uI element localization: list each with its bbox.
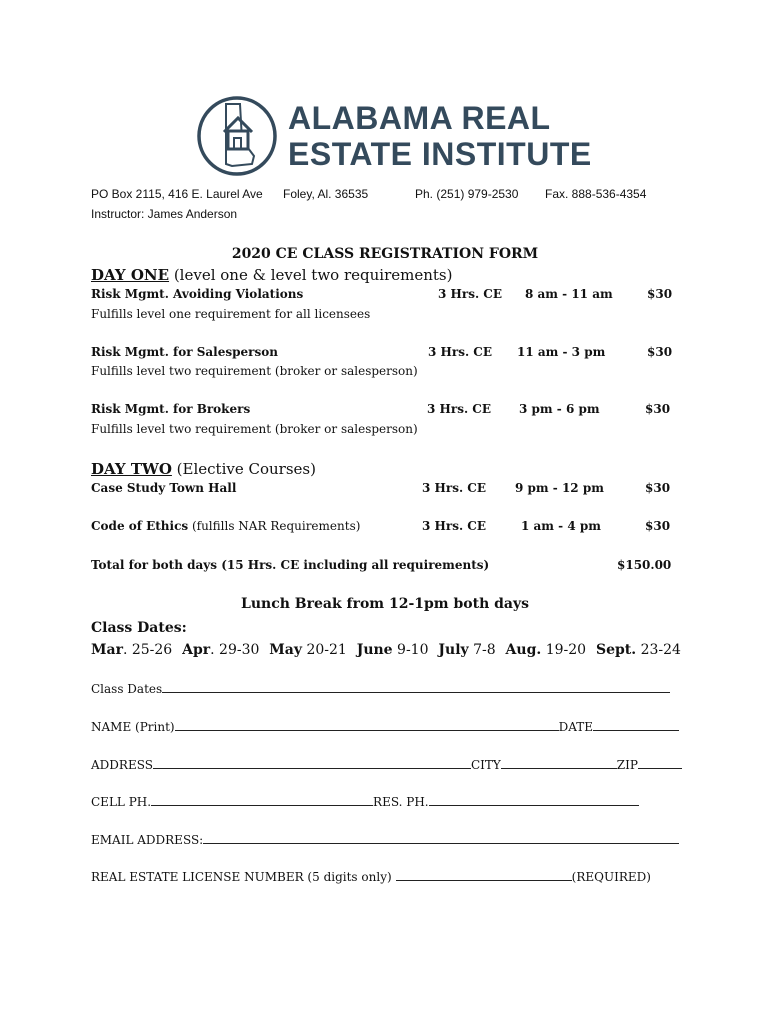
class-hours: 3 Hrs. CE	[428, 345, 492, 359]
date-item	[269, 642, 347, 658]
class-note: Fulfills level two requirement (broker or salesperson)	[91, 364, 418, 378]
class-hours: 3 Hrs. CE	[422, 519, 486, 533]
class-dates-label: Class Dates:	[91, 620, 187, 636]
class-price: $30	[647, 287, 673, 301]
name-field	[91, 720, 679, 734]
total-label: Total for both days (15 Hrs. CE including all requirements)	[91, 558, 490, 572]
zip-field-label: ZIP	[616, 758, 638, 772]
day-two-heading	[91, 460, 316, 478]
class-dates-field	[91, 682, 670, 696]
city-field-label: CITY	[470, 758, 501, 772]
name-input-line[interactable]	[175, 720, 559, 731]
class-hours: 3 Hrs. CE	[422, 481, 486, 495]
email-input-line[interactable]	[203, 833, 679, 844]
date-month: Mar	[91, 642, 123, 658]
date-month: Aug.	[505, 642, 542, 658]
phone-field	[91, 795, 639, 809]
date-item	[506, 642, 587, 658]
class-time: 8 am - 11 am	[525, 287, 613, 301]
class-name: Risk Mgmt. for Salesperson	[91, 345, 278, 359]
contact-phone: Ph. (251) 979-2530	[415, 187, 519, 201]
class-price: $30	[645, 481, 671, 495]
day-two-note: (Elective Courses)	[171, 460, 316, 478]
class-hours: 3 Hrs. CE	[427, 402, 491, 416]
class-name: Risk Mgmt. Avoiding Violations	[91, 287, 304, 301]
cell-field-label: CELL PH.	[91, 795, 152, 809]
date-days: 7-8	[468, 642, 496, 658]
contact-city: Foley, Al. 36535	[283, 187, 369, 201]
brand-line-2: ESTATE INSTITUTE	[288, 136, 592, 172]
name-field-label: NAME (Print)	[91, 720, 175, 734]
contact-fax: Fax. 888-536-4354	[545, 187, 647, 201]
lunch-note: Lunch Break from 12-1pm both days	[241, 596, 529, 612]
date-month: Apr	[182, 642, 211, 658]
class-name-note: (fulfills NAR Requirements)	[188, 519, 361, 533]
class-hours: 3 Hrs. CE	[438, 287, 502, 301]
date-item	[182, 642, 259, 658]
class-name-row	[91, 519, 360, 533]
date-days: 20-21	[302, 642, 347, 658]
cell-input-line[interactable]	[151, 795, 373, 806]
required-label: (REQUIRED)	[571, 870, 651, 884]
class-price: $30	[645, 519, 671, 533]
date-days: . 29-30	[210, 642, 260, 658]
date-month: Sept.	[595, 642, 637, 658]
date-days: 9-10	[392, 642, 429, 658]
address-field-label: ADDRESS	[91, 758, 153, 772]
date-input-line[interactable]	[593, 720, 679, 731]
class-time: 9 pm - 12 pm	[515, 481, 604, 495]
license-input-line[interactable]	[396, 870, 572, 881]
class-note: Fulfills level two requirement (broker or salesperson)	[91, 422, 418, 436]
date-month: June	[356, 642, 393, 658]
class-name: Case Study Town Hall	[91, 481, 237, 495]
class-name: Code of Ethics	[91, 519, 189, 533]
email-field-label: EMAIL ADDRESS:	[91, 833, 204, 847]
date-month: May	[269, 642, 302, 658]
res-input-line[interactable]	[429, 795, 639, 806]
day-one-label: DAY ONE	[91, 266, 170, 284]
class-price: $30	[645, 402, 671, 416]
date-days: . 25-26	[122, 642, 173, 658]
day-one-heading	[91, 266, 452, 284]
day-two-label: DAY TWO	[91, 460, 172, 478]
address-field	[91, 758, 682, 772]
contact-instructor: Instructor: James Anderson	[91, 207, 238, 221]
class-dates-field-label: Class Dates	[91, 682, 163, 696]
class-time: 1 am - 4 pm	[521, 519, 601, 533]
total-amount: $150.00	[617, 558, 672, 572]
date-field-label: DATE	[558, 720, 593, 734]
res-field-label: RES. PH.	[373, 795, 429, 809]
class-dates-list	[91, 642, 681, 658]
date-item	[596, 642, 681, 658]
date-item	[91, 642, 172, 658]
class-time: 3 pm - 6 pm	[519, 402, 600, 416]
date-days: 19-20	[541, 642, 587, 658]
class-name: Risk Mgmt. for Brokers	[91, 402, 251, 416]
date-item	[357, 642, 429, 658]
date-days: 23-24	[636, 642, 681, 658]
class-time: 11 am - 3 pm	[517, 345, 606, 359]
date-item	[438, 642, 495, 658]
city-input-line[interactable]	[501, 758, 617, 769]
house-logo-icon	[196, 94, 278, 178]
form-title: 2020 CE CLASS REGISTRATION FORM	[231, 246, 539, 262]
zip-input-line[interactable]	[638, 758, 682, 769]
class-note: Fulfills level one requirement for all licensees	[91, 307, 371, 321]
license-field-label: REAL ESTATE LICENSE NUMBER (5 digits only)	[91, 870, 392, 884]
day-one-note: (level one & level two requirements)	[169, 266, 453, 284]
license-field	[91, 870, 651, 884]
email-field	[91, 833, 679, 847]
contact-address: PO Box 2115, 416 E. Laurel Ave	[91, 187, 263, 201]
brand-line-1: ALABAMA REAL	[288, 100, 551, 136]
address-input-line[interactable]	[153, 758, 471, 769]
date-month: July	[438, 642, 469, 658]
class-dates-input-line[interactable]	[162, 682, 670, 693]
class-price: $30	[647, 345, 673, 359]
